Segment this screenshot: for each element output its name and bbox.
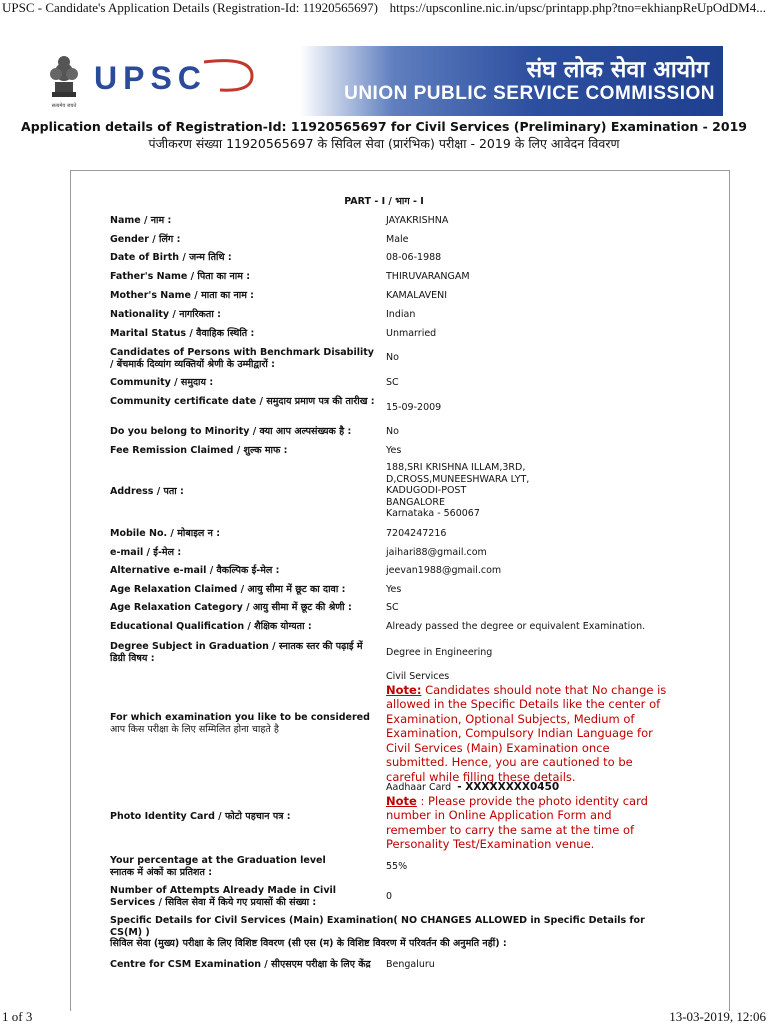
- specific-details-label: [110, 915, 650, 950]
- print-page-url: https://upsconline.nic.in/upsc/printapp.php?tno=ekhianpReUpOdDM4...: [389, 0, 766, 15]
- field-label: Nationality / नागरिकता :: [110, 309, 221, 320]
- field-value: 08-06-1988: [386, 252, 442, 263]
- note-text: : Please provide the photo identity card number in Online Application Form and remember to carry the same at the time of Personality Test/Examination venue.: [386, 793, 648, 851]
- field-value: 15-09-2009: [386, 402, 442, 413]
- field-value: Bengaluru: [386, 959, 435, 970]
- exam-choice-value: [386, 671, 671, 784]
- logo-swoosh-icon: [200, 58, 258, 94]
- field-label: Father's Name / पिता का नाम :: [110, 271, 251, 282]
- upsc-logo-text: UPSC: [94, 60, 207, 96]
- note-heading: Note:: [386, 682, 422, 697]
- field-value: Unmarried: [386, 328, 437, 339]
- graduation-label: [110, 855, 378, 878]
- specific-details-label-en: Specific Details for Civil Services (Main) Examination( NO CHANGES ALLOWED in Specific Details for CS(M) ): [110, 915, 645, 938]
- field-value: jaihari88@gmail.com: [386, 547, 487, 558]
- print-datetime: 13-03-2019, 12:06: [669, 1009, 766, 1024]
- specific-details-label-hi: सिविल सेवा (मुख्य) परीक्षा के लिए विशिष्ट विवरण (सी एस (म) के विशिष्ट विवरण में परिवर्तन की अनुमति नहीं) :: [110, 938, 507, 949]
- page-number: 1 of 3: [2, 1009, 33, 1024]
- field-value: 0: [386, 891, 393, 902]
- address-line: Karnataka - 560067: [386, 508, 480, 519]
- field-label: Address / पता :: [110, 486, 184, 497]
- field-value: SC: [386, 602, 399, 613]
- field-value: Yes: [386, 445, 402, 456]
- field-label: Community certificate date / समुदाय प्रमाण पत्र की तारीख :: [110, 396, 375, 407]
- field-value: Degree in Engineering: [386, 647, 493, 658]
- page-subheading-hindi: पंजीकरण संख्या 11920565697 के सिविल सेवा (प्रारंभिक) परीक्षा - 2019 के लिए आवेदन विवरण: [148, 136, 620, 151]
- national-emblem-icon: [44, 52, 84, 110]
- field-value: Already passed the degree or equivalent Examination.: [386, 621, 646, 632]
- field-label: Fee Remission Claimed / शुल्क माफ :: [110, 445, 288, 456]
- exam-choice-note: [386, 683, 671, 785]
- field-value: JAYAKRISHNA: [386, 215, 449, 226]
- address-line: KADUGODI-POST: [386, 485, 467, 496]
- exam-choice-selected: Civil Services: [386, 671, 450, 682]
- field-label: Name / नाम :: [110, 215, 172, 226]
- field-label: Gender / लिंग :: [110, 234, 181, 245]
- address-line: BANGALORE: [386, 496, 446, 508]
- page-heading: Application details of Registration-Id: 11920565697 for Civil Services (Preliminary) Examination - 2019: [21, 119, 747, 134]
- photo-id-note: [386, 794, 671, 852]
- field-label: e-mail / ई-मेल :: [110, 547, 182, 558]
- field-label: Mobile No. / मोबाइल न :: [110, 528, 221, 539]
- field-label: Number of Attempts Already Made in Civil Services / सिविल सेवा में किये गए प्रयासों की संख्या :: [110, 885, 337, 908]
- address-line: D,CROSS,MUNEESHWARA LYT,: [386, 473, 530, 485]
- address-value: [386, 462, 671, 520]
- field-label: Candidates of Persons with Benchmark Disability / बेंचमार्क दिव्यांग व्यक्तियों श्रेणी के उम्मीद्वारों :: [110, 347, 374, 370]
- banner-blue-panel: [300, 46, 723, 116]
- field-label: Educational Qualification / शैक्षिक योग्यता :: [110, 621, 312, 632]
- field-label: Community / समुदाय :: [110, 377, 214, 388]
- field-label: Alternative e-mail / वैकल्पिक ई-मेल :: [110, 565, 280, 576]
- field-value: KAMALAVENI: [386, 290, 448, 301]
- field-value: SC: [386, 377, 399, 388]
- field-value: Yes: [386, 584, 402, 595]
- address-line: 188,SRI KRISHNA ILLAM,3RD,: [386, 462, 526, 473]
- field-label: Photo Identity Card / फोटो पहचान पत्र :: [110, 811, 291, 822]
- field-value: Male: [386, 234, 409, 245]
- field-label: Degree Subject in Graduation / स्नातक स्तर की पढ़ाई में डिग्री विषय :: [110, 641, 363, 664]
- exam-choice-label-hi: आप किस परीक्षा के लिए सम्मिलित होना चाहते है: [110, 723, 279, 735]
- photo-id-type: Aadhaar Card: [386, 782, 452, 793]
- photo-id-card: [386, 782, 671, 794]
- part-title: PART - I / भाग - I: [344, 196, 424, 207]
- photo-id-number: - XXXXXXXX0450: [457, 781, 560, 793]
- field-label: Date of Birth / जन्म तिथि :: [110, 252, 232, 263]
- field-label: Marital Status / वैवाहिक स्थिति :: [110, 328, 255, 339]
- field-value: jeevan1988@gmail.com: [386, 565, 502, 576]
- print-page-title: UPSC - Candidate's Application Details (Registration-Id: 11920565697): [2, 0, 378, 15]
- field-value: No: [386, 426, 399, 437]
- upsc-banner: [40, 46, 723, 116]
- field-value: Indian: [386, 309, 416, 320]
- field-label: Mother's Name / माता का नाम :: [110, 290, 254, 301]
- graduation-label-hi: स्नातक में अंकों का प्रतिशत :: [110, 866, 213, 878]
- field-label: Age Relaxation Claimed / आयु सीमा में छूट का दावा :: [110, 584, 346, 595]
- photo-id-value: [386, 782, 671, 852]
- print-header: [0, 0, 768, 18]
- banner-english-title: UNION PUBLIC SERVICE COMMISSION: [344, 83, 715, 104]
- exam-choice-label: [110, 712, 378, 735]
- emblem-caption: सत्यमेव जयते: [51, 103, 77, 109]
- field-label: Do you belong to Minority / क्या आप अल्पसंख्यक है :: [110, 426, 352, 437]
- field-value: 55%: [386, 861, 408, 872]
- note-heading: Note: [386, 793, 417, 808]
- field-label: Centre for CSM Examination / सीएसएम परीक्षा के लिए केंद्र: [110, 959, 371, 970]
- graduation-label-en: Your percentage at the Graduation level: [110, 855, 326, 866]
- field-value: 7204247216: [386, 528, 447, 539]
- exam-choice-label-en: For which examination you like to be considered: [110, 712, 370, 723]
- field-value: No: [386, 352, 399, 363]
- field-label: Age Relaxation Category / आयु सीमा में छूट की श्रेणी :: [110, 602, 352, 613]
- note-text: Candidates should note that No change is allowed in the Specific Details like the center of Examination, Optional Subjects, Medium of Examination, Compulsory Indian Language for Civil Services (Main) Examination once submitted. Hence, you are cautioned to be careful while filling these details.: [386, 682, 667, 784]
- banner-hindi-title: संघ लोक सेवा आयोग: [526, 57, 709, 83]
- field-value: THIRUVARANGAM: [386, 271, 470, 282]
